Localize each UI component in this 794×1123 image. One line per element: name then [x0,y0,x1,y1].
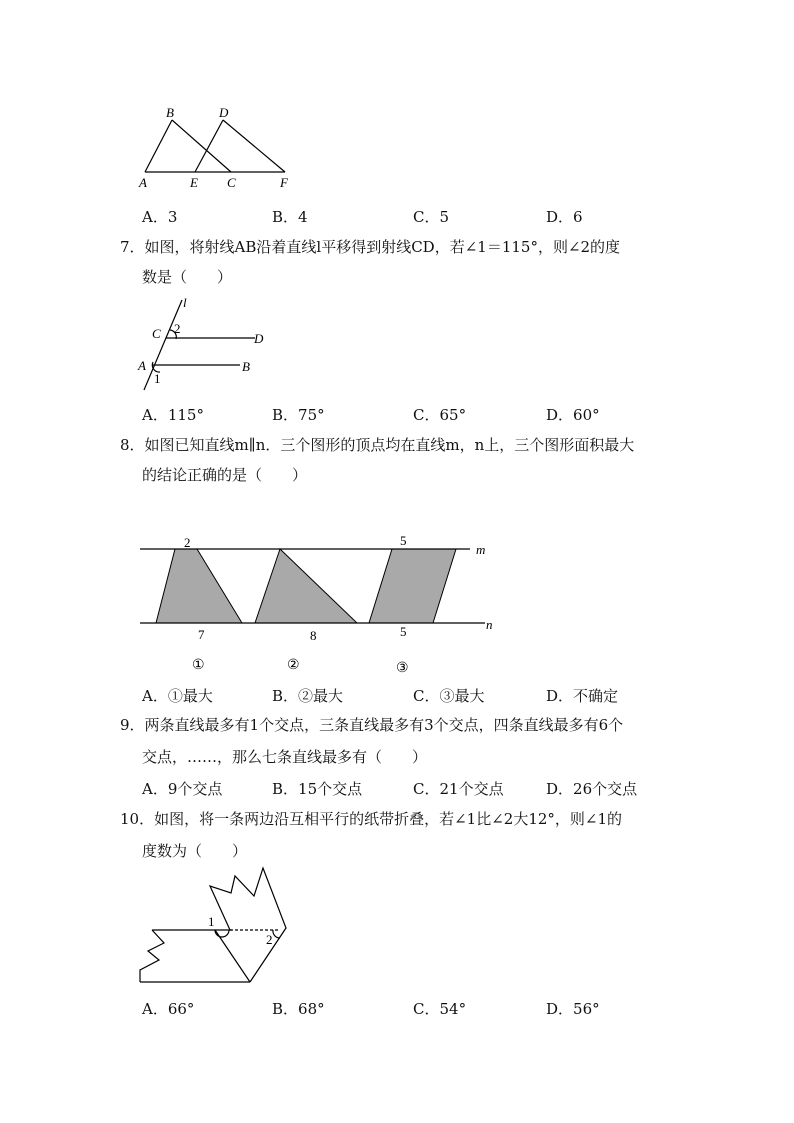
label-n: n [486,617,493,632]
label-c: C [152,326,161,341]
label-m: m [476,542,486,557]
q6-option-d: D．6 [546,208,583,226]
q9-text-line1: 9．两条直线最多有1个交点，三条直线最多有3个交点，四条直线最多有6个 [120,716,624,734]
q7-option-c: C．65° [413,406,467,424]
label-angle-1: 1 [154,371,161,386]
label-angle-2: 2 [266,932,273,947]
label-d: D [219,105,229,120]
label-a: A [138,358,146,373]
q8-option-b: B．②最大 [272,687,344,705]
folded-strip-figure [130,860,300,990]
q9-option-d: D．26个交点 [546,780,638,798]
q6-option-b: B．4 [272,208,308,226]
q9-option-c: C．21个交点 [413,780,504,798]
shape-1 [156,549,242,623]
label-l: l [183,295,187,310]
q9-option-a: A．9个交点 [142,780,223,798]
label-top-1: 2 [184,535,191,550]
q9-text-line2: 交点，……，那么七条直线最多有（ ） [142,748,428,766]
label-angle-2: 2 [174,321,181,336]
label-angle-1: 1 [208,914,215,929]
label-circle-2: ② [287,658,300,673]
q7-option-a: A．115° [142,406,204,424]
shape-2 [255,549,357,623]
label-b: B [242,359,250,374]
label-d: D [254,331,264,346]
label-f: F [280,175,288,190]
label-circle-3: ③ [396,661,409,676]
q10-text-line2: 度数为（ ） [142,842,248,860]
label-bottom-1: 7 [198,627,205,642]
q10-option-d: D．56° [546,1000,600,1018]
q7-text-line1: 7．如图，将射线AB沿着直线l平移得到射线CD，若∠1＝115°，则∠2的度 [120,238,621,256]
q8-text-line1: 8．如图已知直线m∥n．三个图形的顶点均在直线m，n上，三个图形面积最大 [120,436,635,454]
label-bottom-2: 8 [310,628,317,643]
q9-option-b: B．15个交点 [272,780,363,798]
q10-option-c: C．54° [413,1000,467,1018]
shape-3 [369,549,456,623]
q8-option-d: D．不确定 [546,687,619,705]
q10-text-line1: 10．如图，将一条两边沿互相平行的纸带折叠，若∠1比∠2大12°，则∠1的 [120,810,623,828]
label-a: A [139,175,147,190]
label-circle-1: ① [192,658,205,673]
label-top-3: 5 [400,533,407,548]
triangles-figure [130,100,310,195]
q10-option-b: B．68° [272,1000,325,1018]
q8-text-line2: 的结论正确的是（ ） [142,466,308,484]
label-c: C [227,175,236,190]
q7-option-b: B．75° [272,406,325,424]
label-b: B [166,105,174,120]
label-bottom-3: 5 [400,624,407,639]
q6-option-a: A．3 [142,208,178,226]
q7-option-d: D．60° [546,406,600,424]
ray-translation-figure [130,295,280,395]
q10-option-a: A．66° [142,1000,195,1018]
q6-option-c: C．5 [413,208,450,226]
q8-option-c: C．③最大 [413,687,485,705]
q8-option-a: A．①最大 [142,687,213,705]
label-e: E [190,175,198,190]
q7-text-line2: 数是（ ） [142,268,233,286]
parallel-shapes-figure [130,530,510,680]
